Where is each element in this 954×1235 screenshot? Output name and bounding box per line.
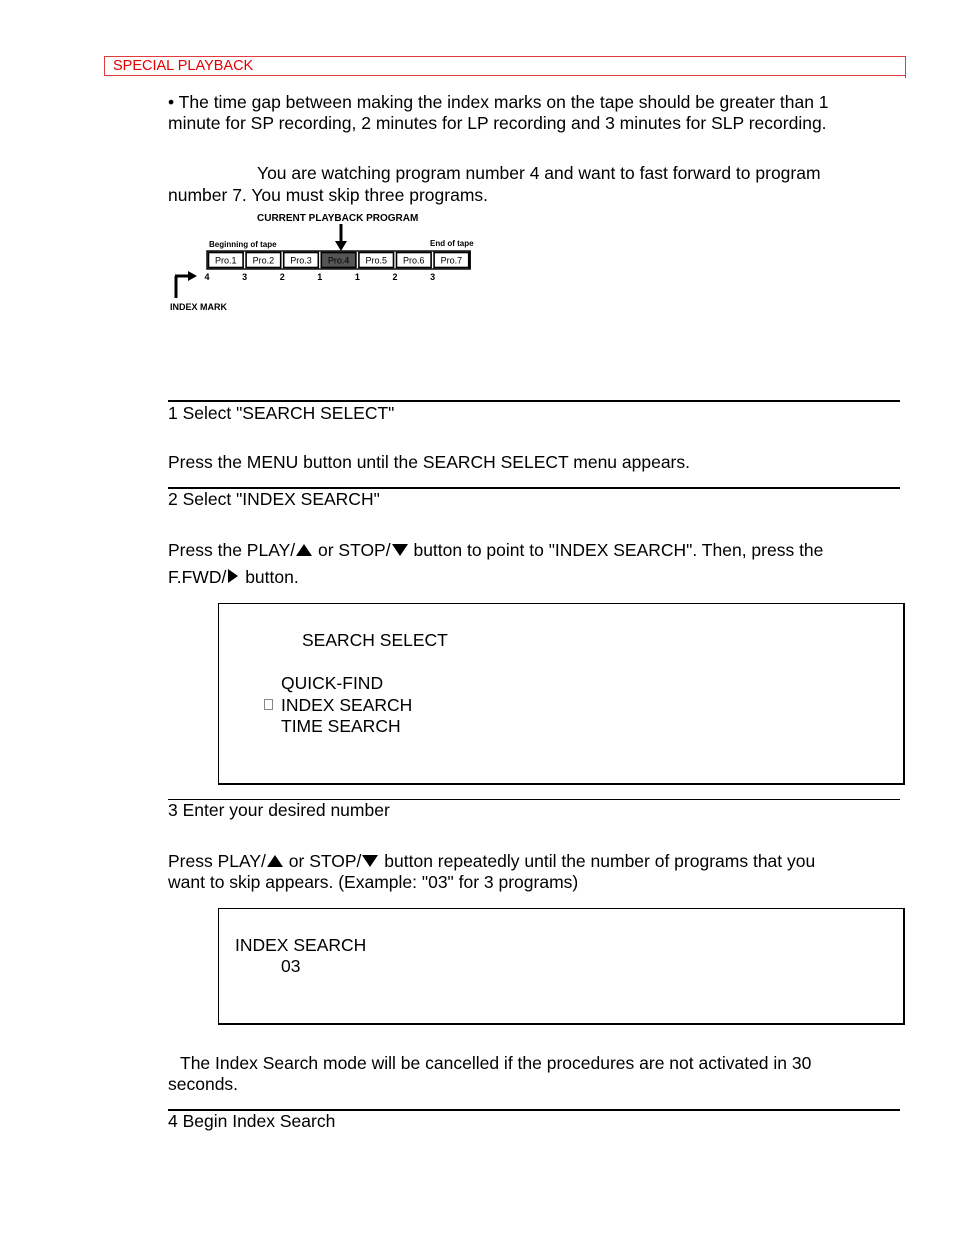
triangle-up-icon xyxy=(295,543,313,557)
note-line-2: seconds. xyxy=(168,1074,239,1094)
step-4-heading: 4 Begin Index Search xyxy=(168,1111,336,1131)
index-search-menu xyxy=(218,908,905,1025)
program-strip xyxy=(207,251,470,269)
example-line-2: number 7. You must skip three programs. xyxy=(168,185,489,205)
program-label: Pro.7 xyxy=(440,255,463,266)
program-label: Pro.5 xyxy=(365,255,387,266)
step-2-body-line-2 xyxy=(168,567,299,589)
section-header xyxy=(104,56,906,76)
step-2-text-b: or STOP/ xyxy=(313,540,391,560)
index-mark-diagram xyxy=(160,206,490,316)
index-mark-number: 3 xyxy=(430,272,436,282)
bullet-line-1: • The time gap between making the index marks on the tape should be greater than 1 xyxy=(168,92,829,112)
program-label: Pro.1 xyxy=(215,255,237,266)
step-2-body-line-1 xyxy=(168,540,823,562)
step-2-text-d: F.FWD/ xyxy=(168,567,227,587)
index-search-title: INDEX SEARCH xyxy=(235,935,367,955)
program-label: Pro.2 xyxy=(252,255,275,266)
menu-item-quick-find: QUICK-FIND xyxy=(281,673,384,693)
step-1-heading: 1 Select "SEARCH SELECT" xyxy=(168,403,395,423)
triangle-down-icon xyxy=(391,543,409,557)
index-mark-number: 4 xyxy=(204,272,210,282)
example-line-1: You are watching program number 4 and want to fast forward to program xyxy=(257,163,821,183)
header-divider xyxy=(905,56,906,78)
triangle-up-icon xyxy=(266,854,284,868)
step-3-text-a: Press PLAY/ xyxy=(168,851,266,871)
step-3-text-c: button repeatedly until the number of programs that you xyxy=(379,851,816,871)
step-1-rule xyxy=(168,400,900,402)
beginning-of-tape-label: Beginning of tape xyxy=(209,240,277,249)
menu-title: SEARCH SELECT xyxy=(302,630,448,650)
step-3-text-b: or STOP/ xyxy=(283,851,362,871)
program-label: Pro.6 xyxy=(403,255,425,266)
bent-arrow-icon xyxy=(175,271,197,298)
menu-item-time-search: TIME SEARCH xyxy=(281,716,401,736)
program-label: Pro.3 xyxy=(290,255,312,266)
step-2-text-c: button to point to "INDEX SEARCH". Then, press the xyxy=(408,540,824,560)
triangle-down-icon xyxy=(361,854,379,868)
index-mark-number: 2 xyxy=(279,272,285,282)
menu-cursor-icon xyxy=(264,699,273,710)
search-select-menu xyxy=(218,603,905,785)
step-2-text-a: Press the PLAY/ xyxy=(168,540,296,560)
end-of-tape-label: End of tape xyxy=(430,239,474,248)
triangle-right-icon xyxy=(226,568,240,584)
index-mark-label: INDEX MARK xyxy=(170,302,228,312)
section-title: SPECIAL PLAYBACK xyxy=(113,58,254,74)
bullet-line-2: minute for SP recording, 2 minutes for LP recording and 3 minutes for SLP recording. xyxy=(168,113,827,133)
step-3-body-line-2: want to skip appears. (Example: "03" for 3 programs) xyxy=(168,872,579,892)
arrow-down-icon xyxy=(335,224,347,251)
index-search-value: 03 xyxy=(281,956,301,976)
index-mark-number: 1 xyxy=(354,272,360,282)
current-program-label: CURRENT PLAYBACK PROGRAM xyxy=(257,213,419,224)
index-mark-numbers xyxy=(204,272,435,282)
menu-item-index-search: INDEX SEARCH xyxy=(281,695,413,715)
index-mark-number: 3 xyxy=(242,272,248,282)
index-mark-number: 1 xyxy=(317,272,323,282)
note-line-1: The Index Search mode will be cancelled if the procedures are not activated in 30 xyxy=(180,1053,812,1073)
step-3-body-line-1 xyxy=(168,851,815,873)
step-3-heading: 3 Enter your desired number xyxy=(168,800,390,820)
index-mark-number: 2 xyxy=(392,272,398,282)
step-1-body: Press the MENU button until the SEARCH SELECT menu appears. xyxy=(168,452,691,472)
step-2-text-e: button. xyxy=(240,567,299,587)
step-2-heading: 2 Select "INDEX SEARCH" xyxy=(168,489,380,509)
program-label: Pro.4 xyxy=(327,255,350,266)
